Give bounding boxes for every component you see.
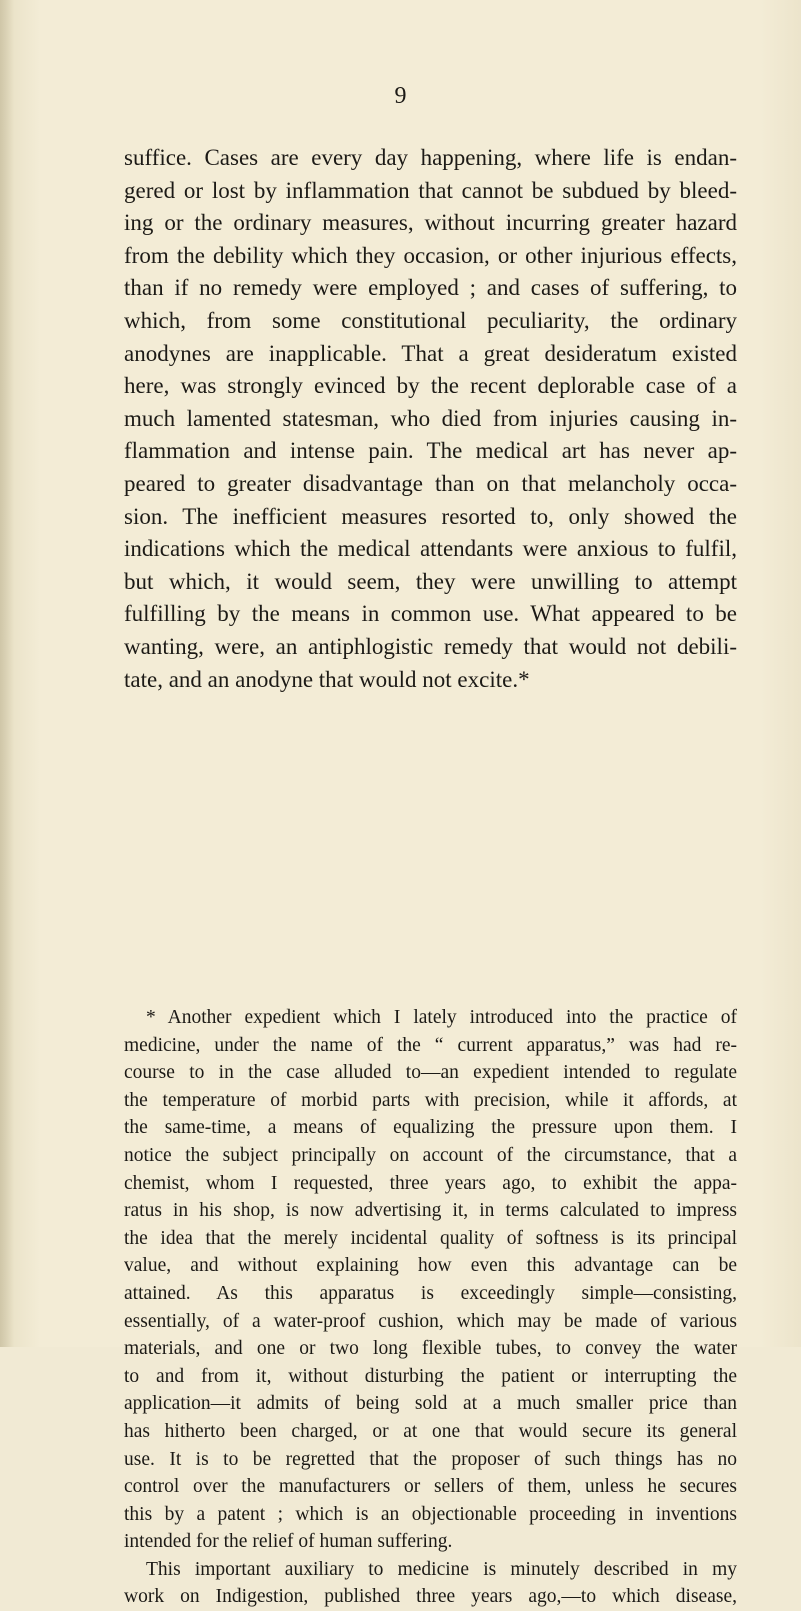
footnote-line: intended for the relief of human suffering. [124, 1531, 453, 1553]
footnote-line: has hitherto been charged, or at one that would secure its general [124, 1420, 737, 1442]
main-text-block [124, 142, 737, 696]
text-line: than if no remedy were employed ; and cases of suffering, to [124, 275, 737, 301]
footnote-line: medicine, under the name of the “ current apparatus,” was had re- [124, 1034, 737, 1056]
footnote-line: the temperature of morbid parts with precision, while it affords, at [124, 1089, 737, 1111]
footnote-line: materials, and one or two long flexible tubes, to convey the water [124, 1338, 737, 1360]
text-line: tate, and an anodyne that would not excite.* [124, 666, 530, 692]
spine-shadow [0, 0, 14, 1347]
footnote-line: * Another expedient which I lately introduced into the practice of [146, 1007, 737, 1028]
footnote-block [124, 1004, 737, 1611]
footnote-line: control over the manufacturers or sellers of them, unless he secures [124, 1476, 737, 1498]
footnote-line: the same-time, a means of equalizing the pressure upon them. I [124, 1117, 737, 1139]
text-line: anodynes are inapplicable. That a great desideratum existed [124, 340, 737, 366]
footnote-line: this by a patent ; which is an objectionable proceeding in inventions [124, 1503, 737, 1525]
text-line: from the debility which they occasion, or other injurious effects, [124, 242, 737, 268]
text-line: peared to greater disadvantage than on that melancholy occa- [124, 470, 737, 496]
footnote-line: course to in the case alluded to—an expedient intended to regulate [124, 1062, 737, 1084]
footnote-line: to and from it, without disturbing the patient or interrupting the [124, 1365, 737, 1387]
text-line: which, from some constitutional peculiarity, the ordinary [124, 307, 737, 333]
footnote-line: work on Indigestion, published three years ago,—to which disease, [124, 1586, 737, 1608]
footnote-line: chemist, whom I requested, three years ago, to exhibit the appa- [124, 1172, 737, 1194]
footnote-line: This important auxiliary to medicine is minutely described in my [146, 1558, 737, 1580]
footnote-line: ratus in his shop, is now advertising it, in terms calculated to impress [124, 1200, 737, 1222]
footnote-line: value, and without explaining how even this advantage can be [124, 1255, 737, 1277]
text-line: wanting, were, an antiphlogistic remedy that would not debili- [124, 633, 737, 659]
page-number: 9 [394, 83, 407, 109]
text-line: much lamented statesman, who died from injuries causing in- [124, 405, 737, 431]
text-line: indications which the medical attendants were anxious to fulfil, [124, 536, 737, 562]
text-line: suffice. Cases are every day happening, where life is endan- [124, 145, 737, 170]
text-line: ing or the ordinary measures, without incurring greater hazard [124, 210, 737, 236]
footnote-line: essentially, of a water-proof cushion, which may be made of various [124, 1310, 737, 1332]
text-line: flammation and intense pain. The medical art has never ap- [124, 438, 737, 464]
text-line: fulfilling by the means in common use. What appeared to be [124, 601, 737, 627]
footnote-line: use. It is to be regretted that the proposer of such things has no [124, 1448, 737, 1470]
text-line: but which, it would seem, they were unwilling to attempt [124, 568, 737, 594]
footnote-line: the idea that the merely incidental quality of softness is its principal [124, 1227, 737, 1249]
text-line: sion. The inefficient measures resorted to, only showed the [124, 503, 737, 529]
text-line: here, was strongly evinced by the recent deplorable case of a [124, 373, 737, 399]
footnote-line: notice the subject principally on account of the circumstance, that a [124, 1144, 737, 1166]
footnote-line: attained. As this apparatus is exceedingly simple—consisting, [124, 1282, 737, 1304]
footnote-line: application—it admits of being sold at a much smaller price than [124, 1393, 737, 1415]
text-line: gered or lost by inflammation that cannot be subdued by bleed- [124, 177, 737, 203]
